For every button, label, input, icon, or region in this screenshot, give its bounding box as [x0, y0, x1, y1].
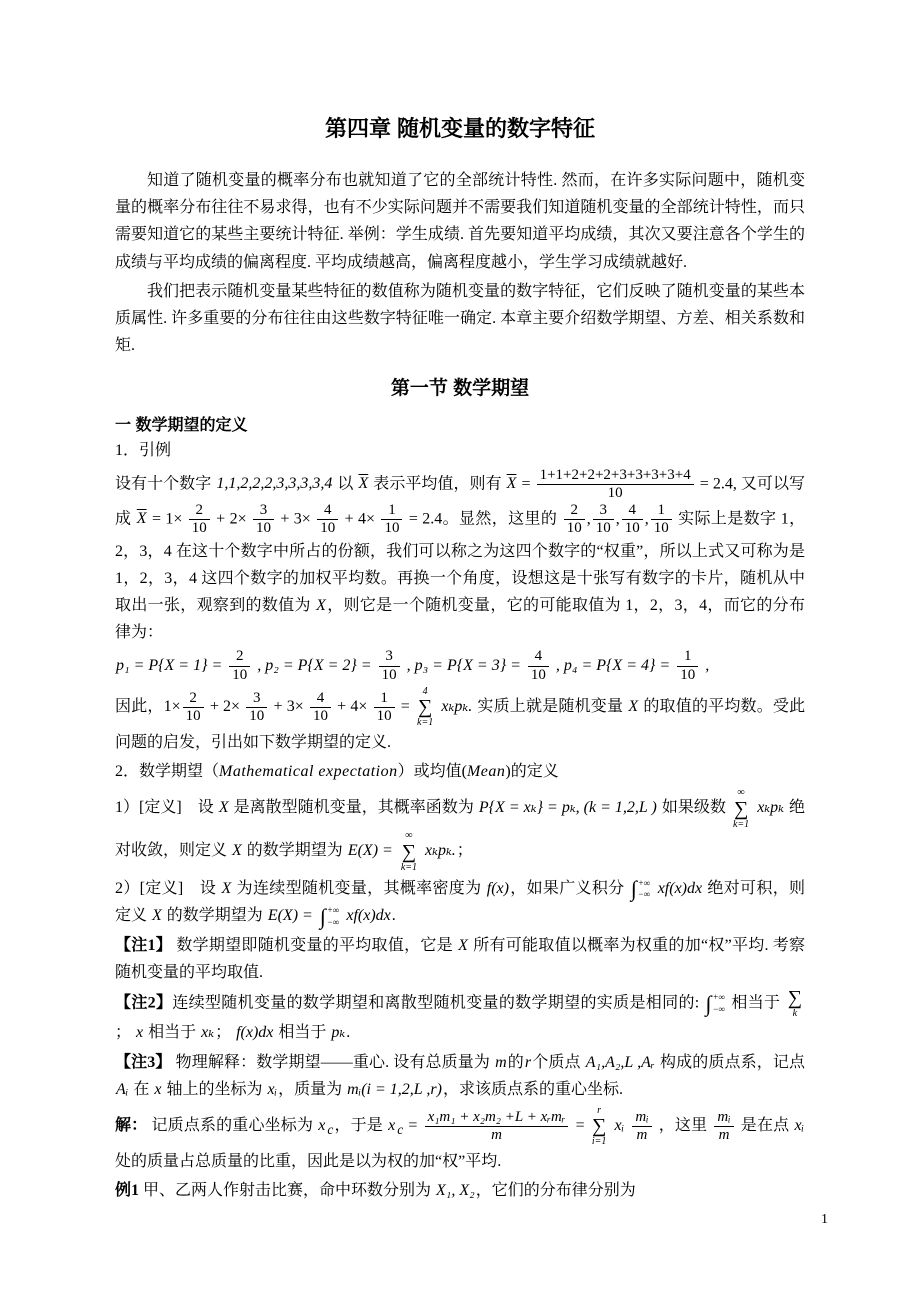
math-run: , p₃ = P{X = 3} = — [406, 656, 521, 674]
text-run: ； — [456, 842, 473, 860]
fraction-numerator: 4 — [622, 502, 643, 520]
text-run: 的 — [507, 1053, 524, 1071]
intro-paragraph-2: 我们把表示随机变量某些特征的数值称为随机变量的数字特征，它们反映了随机变量的某些本质属性. 许多重要的分布往往由这些数字特征唯一确定. 本章主要介绍数学期望、方差、相关系数和矩. — [115, 282, 805, 355]
integral-limits — [713, 992, 726, 1015]
definition-1-paragraph — [115, 787, 805, 873]
fraction — [310, 690, 331, 726]
math-run: xᵢ — [267, 1080, 278, 1098]
text-run: 又可以写成 — [115, 474, 806, 528]
math-run: xᵢ — [614, 1117, 625, 1135]
math-run: E(X) = — [347, 842, 393, 860]
integral-symbol: ∫ — [705, 990, 712, 1016]
integral-upper-limit: +∞ — [637, 878, 651, 889]
fraction-denominator: 10 — [320, 520, 336, 537]
fraction-numerator: mᵢ — [714, 1109, 733, 1127]
fraction-numerator: 3 — [593, 502, 614, 520]
fraction-numerator: 2 — [564, 502, 585, 520]
text-run: 2）[定义] 设 — [115, 880, 217, 898]
fraction-denominator: 10 — [624, 520, 640, 537]
math-run: 1× — [163, 697, 181, 715]
fraction-denominator: 10 — [249, 707, 265, 724]
fraction — [564, 502, 585, 538]
math-run: p₁ = P{X = 1} = — [116, 656, 223, 674]
math-run: = — [521, 474, 531, 492]
fraction — [189, 502, 210, 538]
fraction-denominator: 10 — [384, 520, 400, 537]
text-run: 绝对收敛，则定义 — [115, 799, 805, 860]
math-run: x — [388, 1117, 396, 1135]
integral-symbol: ∫ — [319, 903, 326, 929]
text-run: ，质量为 — [278, 1080, 343, 1098]
fraction-denominator: 10 — [566, 520, 582, 537]
fraction-denominator: 10 — [680, 666, 696, 683]
math-run: X — [628, 697, 639, 715]
fraction — [713, 1109, 734, 1145]
text-run: ）或均值( — [397, 762, 467, 780]
fraction — [528, 648, 549, 684]
sigma-symbol: ∑ — [733, 797, 749, 820]
text-run: 的取值的平均数。受此问题的启发，引出如下数学期望的定义. — [115, 697, 806, 751]
subscript: c — [327, 1122, 334, 1138]
note-3-paragraph — [115, 1049, 805, 1103]
math-run: , — [705, 656, 710, 674]
fraction-denominator: 10 — [607, 484, 623, 501]
fraction-numerator: 2 — [189, 502, 210, 520]
list-heading-intro-example: 1．引例 — [115, 442, 172, 460]
definition-heading — [115, 758, 805, 785]
math-run: f(x)dx — [236, 1024, 274, 1042]
math-run: pₖ — [331, 1024, 346, 1042]
integral-operator — [631, 878, 651, 901]
text-run: 1）[定义] 设 — [115, 799, 214, 817]
math-run: x — [154, 1080, 162, 1098]
fraction — [622, 502, 643, 538]
sigma-symbol: ∑ — [787, 986, 802, 1009]
text-run: 物理解释：数学期望——重心. 设有总质量为 — [175, 1053, 490, 1071]
math-run: xf(x)dx — [346, 907, 391, 925]
text-run: 绝对可积，则定义 — [115, 880, 806, 925]
note-2-paragraph — [115, 988, 805, 1047]
sigma-symbol: ∑ — [401, 840, 417, 863]
text-run: ； — [215, 1024, 232, 1042]
note-tag: 【注1】 — [115, 936, 173, 954]
math-run: = 2.4 — [408, 510, 443, 528]
fraction — [381, 502, 402, 538]
example-1-paragraph — [115, 1177, 805, 1204]
text-run: 记质点系的重心坐标为 — [151, 1117, 314, 1135]
sum-lower-limit: i=1 — [591, 1136, 607, 1148]
summation-operator — [417, 686, 433, 729]
english-term: Mean — [466, 762, 506, 780]
math-run: = 1× — [151, 510, 183, 528]
text-run: ，求该质点系的重心坐标. — [442, 1080, 623, 1098]
math-run: X — [218, 799, 229, 817]
text-run: ，这里 — [658, 1117, 708, 1135]
text-run: 轴上的坐标为 — [166, 1080, 263, 1098]
fraction-numerator: 3 — [379, 648, 400, 666]
text-run: 实际上是数字 1，2，3，4 在这十个数字中所占的份额，我们可以称之为这四个数字的“权重”，所以上式又可称为是 1，2，3，4 这四个数字的加权平均数。再换一个角度，设想这是十张写有数字的卡片，随机从中取出一张，观察到的数值为 — [115, 510, 806, 614]
chapter-title: 第四章 随机变量的数字特征 — [324, 116, 596, 141]
text-run: 的数学期望为 — [166, 907, 263, 925]
sigma-symbol: ∑ — [417, 696, 433, 719]
text-run: ，则它是一个随机变量，它的可能取值为 1，2，3，4，而它的分布律为： — [115, 596, 805, 642]
section-title: 第一节 数学期望 — [390, 378, 530, 400]
fraction — [651, 502, 672, 538]
integral-limits — [327, 905, 340, 928]
sum-lower-limit: k=1 — [400, 861, 417, 873]
fraction — [631, 1109, 652, 1145]
math-run: xₖpₖ — [757, 799, 784, 817]
text-run: 个质点 — [532, 1053, 581, 1071]
solution-paragraph — [115, 1105, 805, 1175]
integral-lower-limit: −∞ — [637, 889, 651, 900]
summation-operator — [592, 1105, 607, 1148]
note-tag: 【注3】 — [115, 1053, 172, 1071]
math-run: + 3× — [273, 697, 304, 715]
text-run: 2．数学期望（ — [115, 762, 220, 780]
integral-operator — [706, 992, 726, 1015]
sum-upper-limit: r — [597, 1104, 602, 1116]
text-run: 是离散型随机变量，其概率函数为 — [233, 799, 474, 817]
fraction-denominator: 10 — [191, 520, 207, 537]
math-run: X — [458, 936, 468, 954]
sigma-symbol: ∑ — [591, 1115, 607, 1138]
summation-operator — [788, 988, 802, 1020]
text-run: 实质上就是随机变量 — [477, 697, 624, 715]
text-run: 如果级数 — [661, 799, 726, 817]
fraction-numerator: 4 — [528, 648, 549, 666]
fraction-numerator: 2 — [229, 648, 250, 666]
text-run: 相当于 — [278, 1024, 327, 1042]
text-run: . — [391, 907, 396, 925]
fraction — [253, 502, 274, 538]
fraction-numerator: 1 — [374, 690, 395, 708]
text-run: 数学期望即随机变量的平均取值，它是 — [176, 936, 453, 954]
math-run: E(X) = — [267, 907, 313, 925]
math-run: = — [400, 697, 410, 715]
math-run: X — [316, 596, 326, 614]
fraction — [374, 690, 395, 726]
subsection-heading-definition: 一 数学期望的定义 — [115, 417, 248, 435]
text-run: 甲、乙两人作射击比赛，命中环数分别为 — [143, 1182, 432, 1200]
fraction-denominator: 10 — [595, 520, 611, 537]
fraction-denominator: 10 — [312, 707, 328, 724]
page-number: 1 — [821, 1212, 828, 1227]
text-run: ，它们的分布律分别为 — [475, 1182, 636, 1200]
text-run: 所有可能取值以概率为权重的加“权”平均. 考察随机变量的平均取值. — [115, 936, 806, 981]
math-run: xₖpₖ. — [425, 842, 456, 860]
intro-paragraph-1: 知道了随机变量的概率分布也就知道了它的全部统计特性. 然而，在许多实际问题中，随机变量的概率分布往往不易求得，也有不少实际问题并不需要我们知道随机变量的全部统计特性，而只需要知道它的某些主要统计特征. 举例：学生成绩. 首先要知道平均成绩，其次又要注意各个学生的成绩与平均成绩的偏离程度. 平均成绩越高，偏离程度越小，学生学习成绩就越好. — [115, 172, 805, 271]
math-run: xₖ — [201, 1024, 215, 1042]
text-run: . — [346, 1024, 351, 1042]
math-run: Aᵢ — [116, 1080, 129, 1098]
xbar-symbol: $\overline{X}$ — [358, 474, 369, 492]
text-run: 相当于 — [148, 1024, 197, 1042]
math-run: + 2× — [209, 697, 241, 715]
math-run: xᵢ — [794, 1117, 805, 1135]
fraction — [537, 467, 694, 503]
text-run: ； — [115, 1024, 132, 1042]
sum-upper-limit: ∞ — [737, 787, 745, 799]
text-run: 表示平均值，则有 — [373, 474, 502, 492]
integral-upper-limit: +∞ — [712, 992, 726, 1003]
fraction — [317, 502, 338, 538]
text-run: 的数学期望为 — [246, 842, 343, 860]
math-run: 1,1,2,2,2,3,3,3,3,4 — [216, 474, 333, 492]
definition-2-paragraph — [115, 875, 805, 929]
math-run: X — [221, 880, 232, 898]
sum-lower-limit: k — [792, 1007, 798, 1019]
integral-lower-limit: −∞ — [712, 1003, 726, 1014]
fraction-numerator: 3 — [253, 502, 274, 520]
math-run: + 4× — [337, 697, 368, 715]
fraction — [424, 1109, 570, 1145]
fraction — [593, 502, 614, 538]
text-run: 。显然，这里的 — [442, 510, 558, 528]
math-run: r — [524, 1053, 532, 1071]
text-run: 是在点 — [740, 1117, 790, 1135]
fraction-numerator: 1 — [381, 502, 402, 520]
fraction — [229, 648, 250, 684]
math-run: , — [644, 510, 649, 528]
fraction-denominator: m — [718, 1126, 730, 1143]
subscript: c — [397, 1122, 404, 1138]
text-run: 处的质量占总质量的比重，因此是以为权的加“权”平均. — [115, 1152, 502, 1170]
fraction-denominator: 10 — [381, 666, 397, 683]
math-run: mᵢ(i = 1,2,L ,r) — [347, 1080, 442, 1098]
math-run: x — [136, 1024, 144, 1042]
math-run: , p₄ = P{X = 4} = — [555, 656, 671, 674]
xbar-symbol: $\overline{X}$ — [136, 510, 147, 528]
integral-lower-limit: −∞ — [326, 916, 340, 927]
note-1-paragraph — [115, 932, 805, 986]
fraction-numerator: mᵢ — [632, 1109, 651, 1127]
example-tag: 例1 — [115, 1182, 140, 1200]
integral-upper-limit: +∞ — [326, 905, 340, 916]
fraction-denominator: 10 — [530, 666, 546, 683]
text-run: 在 — [133, 1080, 150, 1098]
math-run: xf(x)dx — [657, 880, 703, 898]
fraction-numerator: 1+1+2+2+2+3+3+3+3+4 — [537, 467, 694, 485]
text-run: ，于是 — [334, 1117, 383, 1135]
fraction-numerator: 3 — [246, 690, 267, 708]
math-run: xₖpₖ. — [441, 697, 473, 715]
math-run: A₁,A₂,L ,Aᵣ — [585, 1053, 655, 1071]
fraction-numerator: 4 — [317, 502, 338, 520]
fraction-numerator: 1 — [651, 502, 672, 520]
text-run: ，如果广义积分 — [509, 880, 625, 898]
integral-limits — [638, 878, 651, 901]
sum-upper-limit: ∞ — [405, 830, 413, 842]
xbar-symbol: $\overline{X}$ — [506, 474, 517, 492]
fraction-numerator: 4 — [310, 690, 331, 708]
text-run: )的定义 — [505, 762, 559, 780]
fraction-numerator: x₁m₁ + x₂m₂ +L + xᵣmᵣ — [425, 1109, 569, 1127]
math-run: x — [318, 1117, 326, 1135]
math-run: P{X = xₖ} = pₖ, (k = 1,2,L ) — [478, 799, 657, 817]
integral-symbol: ∫ — [630, 876, 637, 902]
summation-operator — [401, 830, 417, 873]
fraction-denominator: 10 — [232, 666, 248, 683]
math-run: = — [575, 1117, 585, 1135]
math-run: m — [495, 1053, 507, 1071]
sum-lower-limit: k=1 — [732, 818, 750, 830]
math-run: , — [586, 510, 591, 528]
math-run: + 4× — [344, 510, 376, 528]
fraction — [246, 690, 267, 726]
fraction-denominator: m — [636, 1126, 648, 1143]
integral-operator — [320, 905, 340, 928]
sum-upper-limit: 4 — [422, 685, 428, 697]
math-run: X₁, X₂ — [436, 1182, 475, 1200]
fraction — [677, 648, 698, 684]
example-intro-paragraph — [115, 467, 805, 647]
math-run: + 2× — [216, 510, 247, 528]
sum-lower-limit: k=1 — [417, 717, 434, 729]
summation-operator — [733, 787, 749, 830]
text-run: 连续型随机变量的数学期望和离散型随机变量的数学期望的实质是相同的: — [172, 994, 700, 1012]
math-run: f(x) — [486, 880, 509, 898]
math-run: X — [232, 842, 242, 860]
text-run: 为连续型随机变量，其概率密度为 — [236, 880, 482, 898]
fraction-denominator: 10 — [256, 520, 271, 537]
text-run: 因此， — [115, 697, 164, 715]
solution-tag: 解： — [115, 1117, 148, 1135]
fraction — [183, 690, 204, 726]
note-tag: 【注2】 — [115, 994, 173, 1012]
fraction — [379, 648, 400, 684]
english-term: Mathematical expectation — [219, 762, 398, 780]
fraction-denominator: 10 — [185, 707, 201, 724]
fraction-denominator: m — [491, 1126, 502, 1143]
math-run: X — [152, 907, 162, 925]
fraction-numerator: 1 — [677, 648, 698, 666]
text-run: 以 — [337, 474, 354, 492]
math-run: + 3× — [280, 510, 311, 528]
math-run: , — [615, 510, 620, 528]
text-run: 设有十个数字 — [115, 474, 212, 492]
math-run: = 2.4, — [699, 474, 737, 492]
math-run: = — [408, 1117, 418, 1135]
conclusion-paragraph — [115, 686, 805, 756]
fraction-numerator: 2 — [183, 690, 204, 708]
text-run: 构成的质点系，记点 — [660, 1053, 805, 1071]
fraction-denominator: 10 — [653, 520, 669, 537]
math-run: , p₂ = P{X = 2} = — [257, 656, 372, 674]
fraction-denominator: 10 — [376, 707, 392, 724]
text-run: 相当于 — [731, 994, 781, 1012]
distribution-line — [115, 648, 805, 684]
